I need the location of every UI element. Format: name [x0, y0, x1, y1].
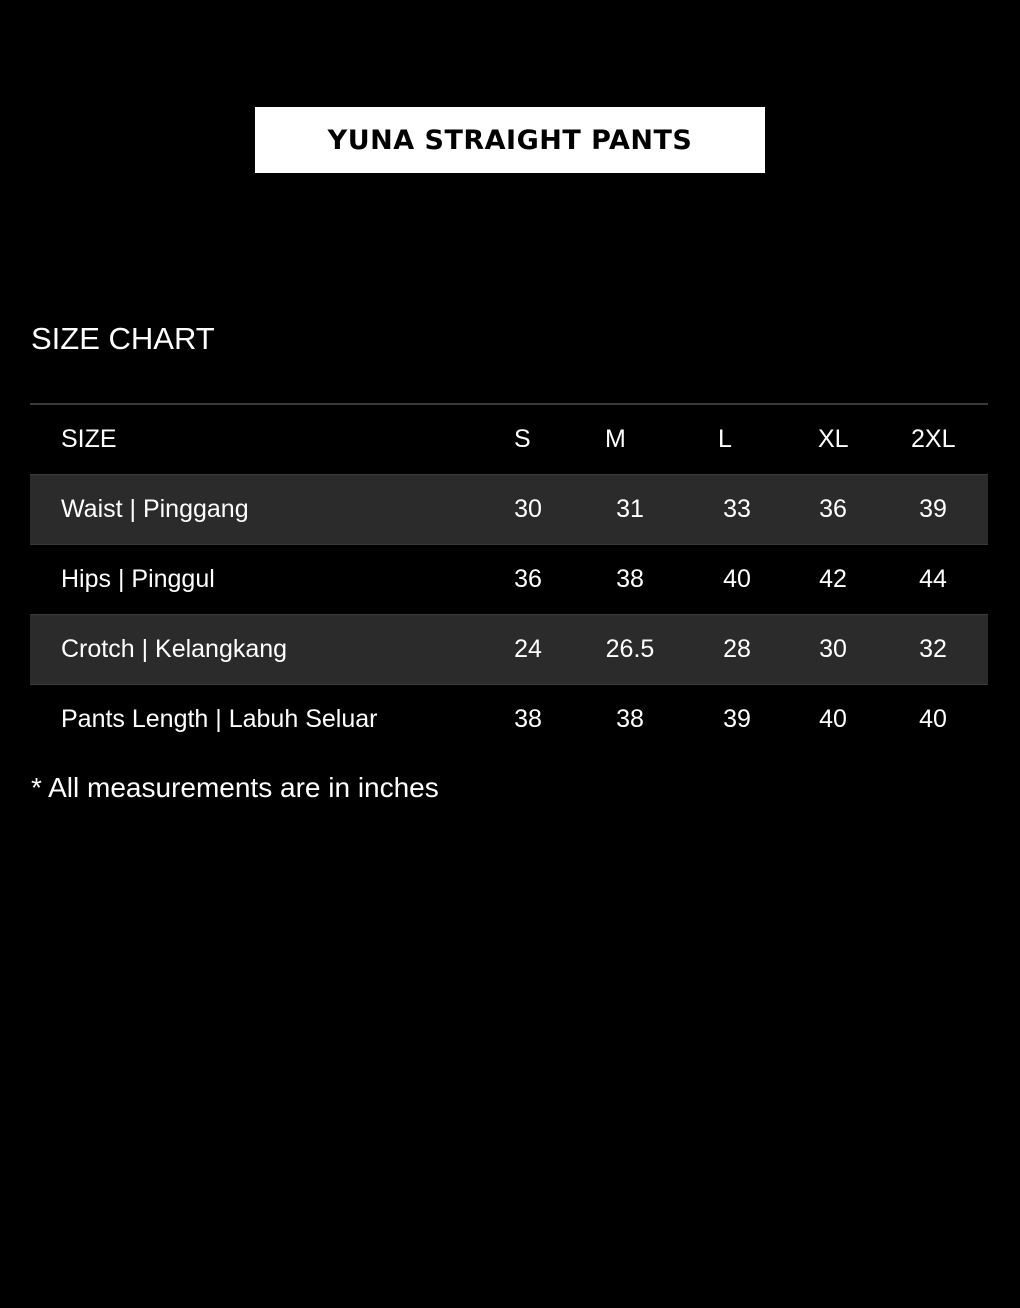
- table-cell: 26.5: [605, 635, 655, 663]
- product-title: YUNA STRAIGHT PANTS: [327, 124, 693, 156]
- table-cell: 42: [819, 565, 847, 593]
- table-cell: 39: [723, 705, 751, 733]
- table-cell: 36: [514, 565, 542, 593]
- table-row: [30, 685, 988, 754]
- header-size-l: L: [718, 425, 732, 453]
- table-cell: 40: [723, 565, 751, 593]
- table-cell: 44: [919, 565, 947, 593]
- table-cell: 31: [616, 495, 644, 523]
- table-cell: 38: [514, 705, 542, 733]
- header-size-2xl: 2XL: [911, 425, 956, 453]
- row-label: Crotch | Kelangkang: [61, 635, 288, 663]
- table-cell: 33: [723, 495, 751, 523]
- table-cell: 40: [819, 705, 847, 733]
- row-label: Hips | Pinggul: [61, 565, 215, 593]
- table-row: [30, 475, 988, 545]
- table-cell: 38: [616, 705, 644, 733]
- row-label: Waist | Pinggang: [61, 495, 249, 523]
- table-cell: 24: [514, 635, 542, 663]
- header-size-xl: XL: [818, 425, 849, 453]
- table-cell: 28: [723, 635, 751, 663]
- section-heading: SIZE CHART: [31, 321, 215, 356]
- size-chart-table: [30, 403, 988, 754]
- table-cell: 40: [919, 705, 947, 733]
- table-cell: 32: [919, 635, 947, 663]
- header-size-m: M: [605, 425, 626, 453]
- table-row: [30, 615, 988, 685]
- table-cell: 39: [919, 495, 947, 523]
- measurement-footnote: * All measurements are in inches: [31, 772, 439, 803]
- table-header-row: [30, 405, 988, 475]
- table-cell: 36: [819, 495, 847, 523]
- table-row: [30, 545, 988, 615]
- header-size-s: S: [514, 425, 531, 453]
- table-cell: 30: [819, 635, 847, 663]
- table-cell: 38: [616, 565, 644, 593]
- row-label: Pants Length | Labuh Seluar: [61, 705, 378, 733]
- table-cell: 30: [514, 495, 542, 523]
- product-title-box: [255, 107, 765, 173]
- header-label: SIZE: [61, 425, 117, 453]
